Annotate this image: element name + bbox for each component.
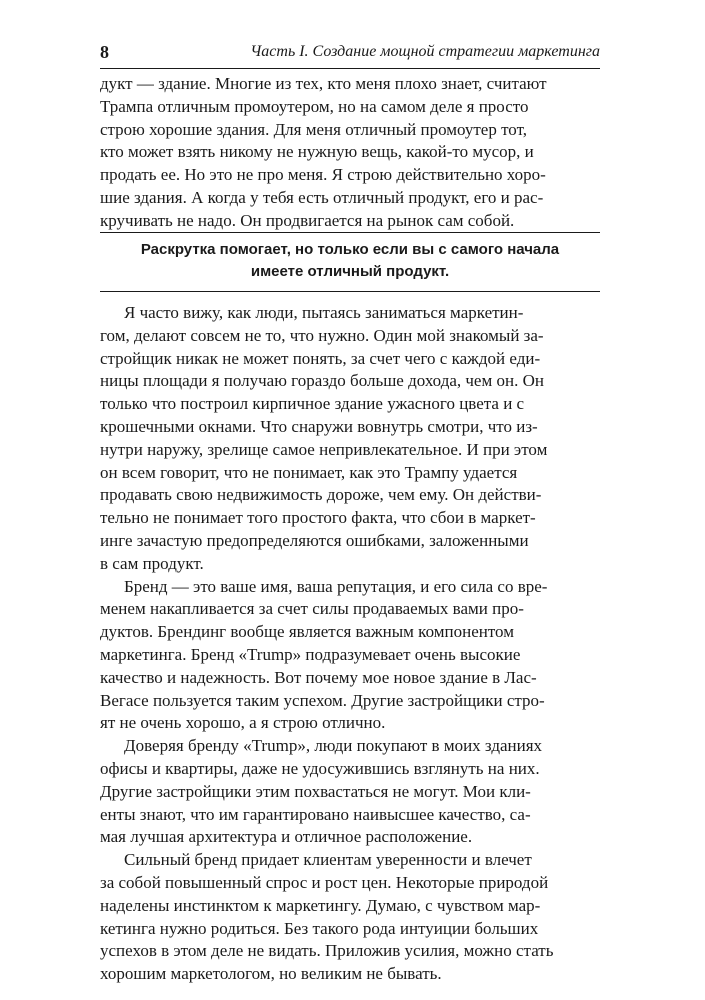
text-line: менем накапливается за счет силы продаваемых вами про-: [100, 599, 524, 619]
running-title: Часть I. Создание мощной стратегии маркетинга: [250, 43, 600, 60]
paragraph: [100, 576, 600, 599]
text-line: продать ее. Но это не про меня. Я строю действительно хоро-: [100, 165, 546, 185]
text-line: качество и надежность. Вот почему мое новое здание в Лас-: [100, 667, 537, 687]
text-line: дукт — здание. Многие из тех, кто меня плохо знает, считают: [100, 74, 547, 93]
text-line: офисы и квартиры, даже не удосужившись взглянуть на них.: [100, 758, 540, 778]
intro-paragraph: [100, 73, 600, 233]
text-line: маркетинга. Бренд «Trump» подразумевает очень высокие: [100, 644, 521, 664]
text-line: Вегасе пользуется таким успехом. Другие застройщики стро-: [100, 690, 545, 710]
text-line: нутри наружу, зрелище самое непривлекательное. И при этом: [100, 439, 548, 459]
intro-text: [100, 73, 600, 233]
callout-line: Раскрутка помогает, но только если вы с самого начала: [140, 241, 560, 258]
paragraph-cont: [100, 758, 600, 849]
text-line: инге зачастую предопределяются ошибками, заложенными: [100, 530, 529, 550]
text-line: Трампа отличным промоутером, но на самом деле я просто: [100, 96, 529, 116]
text-line: за собой повышенный спрос и рост цен. Некоторые природой: [100, 872, 549, 892]
text-line: в сам продукт.: [100, 553, 204, 573]
callout-line: имеете отличный продукт.: [250, 263, 450, 280]
text-line: успехов в этом деле не видать. Приложив усилия, можно стать: [100, 941, 554, 961]
paragraph: [100, 849, 600, 872]
page-header: [100, 42, 600, 69]
paragraph-cont: [100, 325, 600, 576]
text-line: Другие застройщики этим похвастаться не могут. Мои кли-: [100, 781, 531, 801]
text-line: крошечными окнами. Что снаружи вовнутрь смотри, что из-: [100, 416, 538, 436]
text-line: гом, делают совсем не то, что нужно. Один мой знакомый за-: [100, 325, 544, 345]
text-line: кручивать не надо. Он продвигается на рынок сам собой.: [100, 210, 515, 230]
text-line: кетинга нужно родиться. Без такого рода интуиции больших: [100, 918, 539, 938]
text-line: ят не очень хорошо, а я строю отлично.: [100, 713, 386, 733]
paragraph: [100, 735, 600, 758]
text-line: Сильный бренд придает клиентам уверенности и влечет: [124, 850, 532, 870]
text-line: Бренд — это ваше имя, ваша репутация, и его сила со вре-: [124, 576, 548, 596]
text-line: Я часто вижу, как люди, пытаясь заниматься маркетин-: [124, 303, 524, 322]
text-line: он всем говорит, что не понимает, как это Трампу удается: [100, 462, 518, 482]
text-line: ницы площади я получаю гораздо больше дохода, чем он. Он: [100, 371, 544, 391]
text-line: только что построил кирпичное здание ужасного цвета и с: [100, 394, 525, 414]
paragraph-cont: [100, 598, 600, 735]
callout-box: [100, 232, 600, 292]
paragraph: [100, 302, 600, 325]
text-line: стройщик никак не может понять, за счет чего с каждой еди-: [100, 348, 541, 368]
main-text: [100, 302, 600, 986]
text-line: кто может взять никому не нужную вещь, какой-то мусор, и: [100, 142, 534, 162]
paragraph-cont: [100, 872, 600, 986]
text-line: тельно не понимает того простого факта, что сбои в маркет-: [100, 508, 536, 528]
text-line: строю хорошие здания. Для меня отличный промоутер тот,: [100, 119, 527, 139]
text-line: енты знают, что им гарантировано наивысшее качество, са-: [100, 804, 531, 824]
text-line: дуктов. Брендинг вообще является важным компонентом: [100, 622, 514, 642]
text-line: Доверяя бренду «Trump», люди покупают в моих зданиях: [124, 736, 543, 756]
text-line: наделены инстинктом к маркетингу. Думаю, с чувством мар-: [100, 895, 541, 915]
text-line: продавать свою недвижимость дороже, чем ему. Он действи-: [100, 485, 542, 505]
text-line: хорошим маркетологом, но великим не бывать.: [100, 964, 442, 984]
page-number: 8: [100, 42, 109, 62]
text-line: мая лучшая архитектура и отличное расположение.: [100, 827, 473, 847]
text-line: шие здания. А когда у тебя есть отличный продукт, его и рас-: [100, 187, 544, 207]
